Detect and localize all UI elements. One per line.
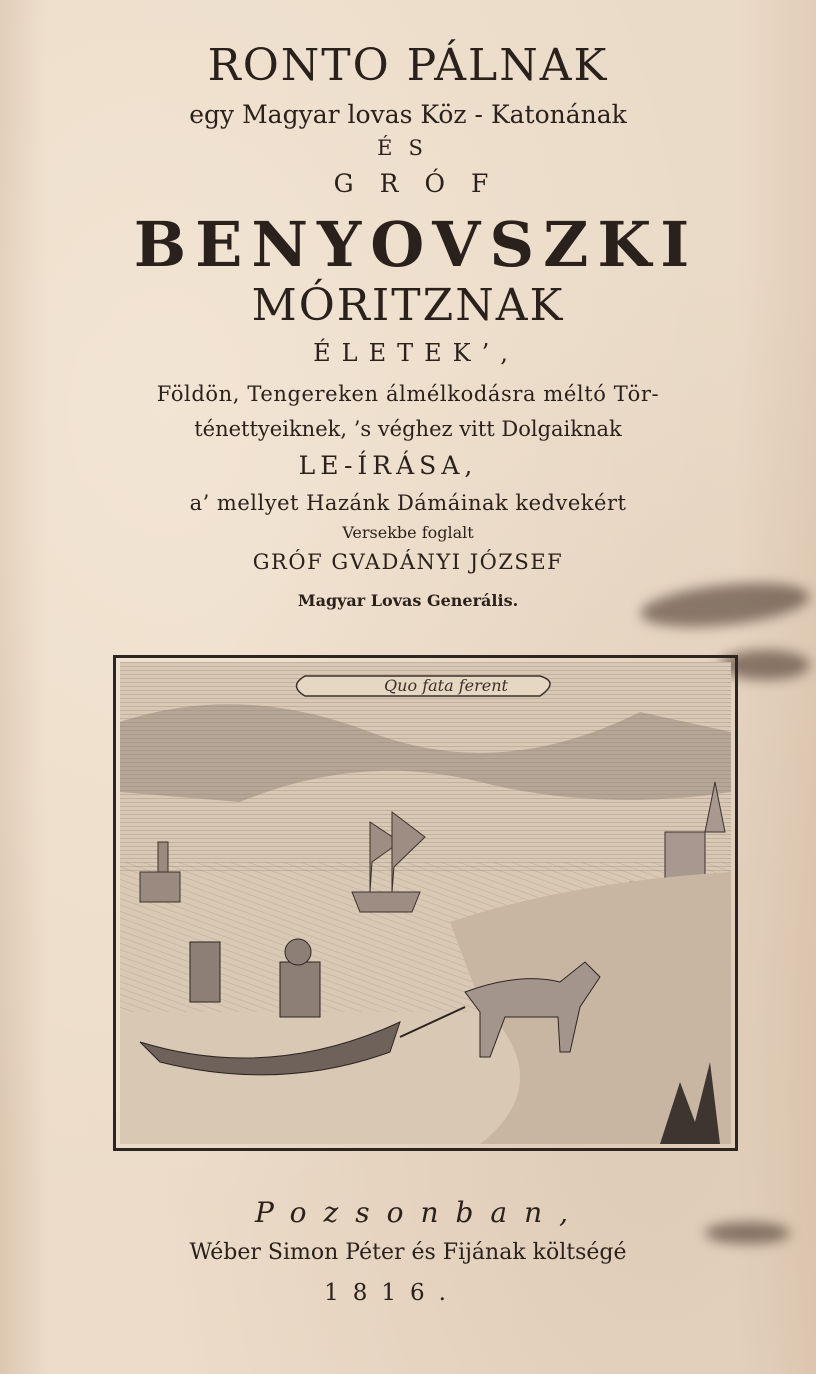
subtitle-line-3: LE-ÍRÁSA, [298, 451, 478, 480]
engraving-illustration [120, 662, 731, 1144]
title-line-2: egy Magyar lovas Köz - Katonának [189, 100, 627, 129]
title-line-1: RONTO PÁLNAK [207, 40, 609, 91]
title-main-name: BENYOVSZKI [133, 208, 699, 281]
engraving [113, 655, 738, 1151]
verse-note: Versekbe foglalt [342, 523, 474, 542]
title-line-3: ÉS [377, 136, 439, 160]
title-line-4: GRÓF [333, 169, 515, 198]
author-rank: Magyar Lovas Generális. [297, 591, 519, 610]
subtitle-line-2: ténettyeiknek, ’s véghez vitt Dolgaiknak [194, 417, 622, 441]
imprint-publisher: Wéber Simon Péter és Fijának költségé [189, 1240, 627, 1265]
dedication-line: a’ mellyet Hazánk Dámáinak kedvekért [189, 491, 627, 515]
subtitle-line-1: Földön, Tengereken álmélkodásra méltó Tör- [156, 382, 660, 406]
title-line-6: MÓRITZNAK [251, 280, 565, 331]
author-name: GRÓF GVADÁNYI JÓZSEF [252, 550, 564, 574]
engraving-motto: Quo fata ferent [384, 676, 508, 695]
imprint-year: 1816. [324, 1280, 460, 1306]
imprint-place: Pozsonban, [254, 1196, 586, 1229]
title-line-7: ÉLETEK’, [313, 339, 519, 367]
